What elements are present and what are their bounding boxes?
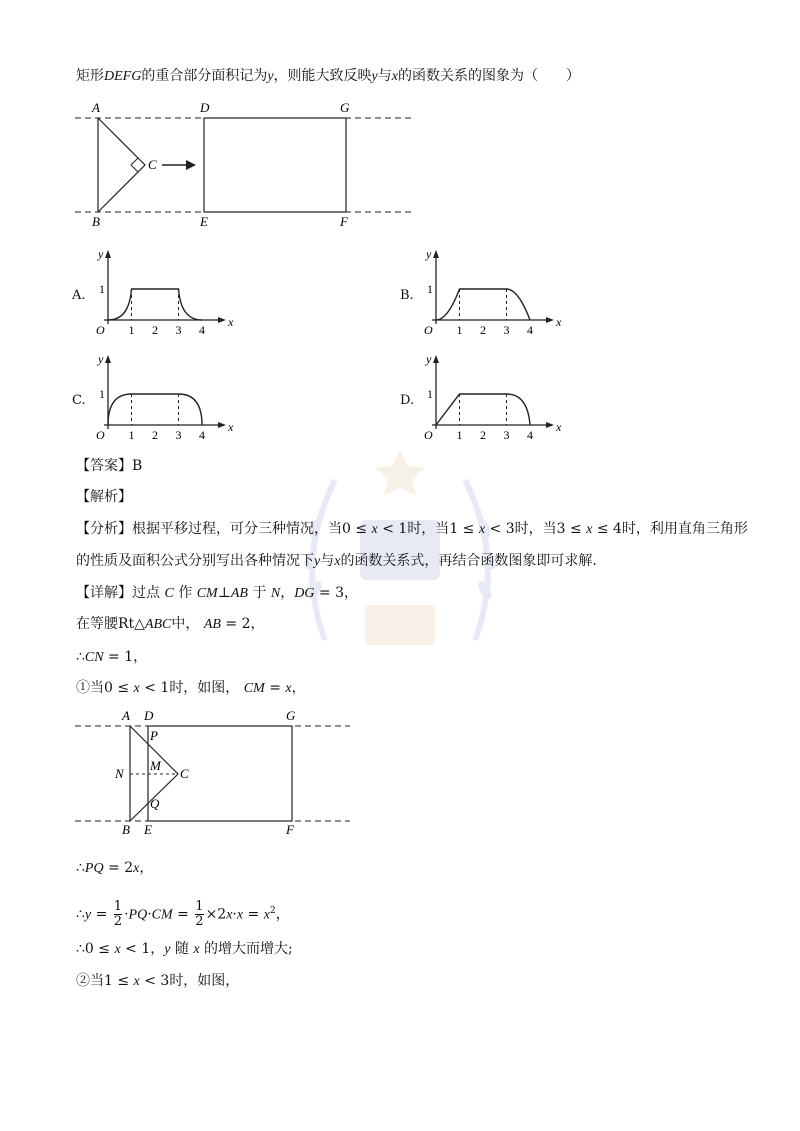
figure-case-1-diagram [70, 708, 360, 840]
option-label-2: C. [72, 393, 86, 408]
option-graph-1 [422, 248, 562, 340]
answer-line: 【答案】B [76, 458, 143, 474]
option-graph-0 [94, 248, 234, 340]
label-n: N [115, 766, 124, 781]
x-tick-3: 3 [175, 323, 182, 337]
x-axis-label: x [556, 420, 562, 434]
x-tick-1: 1 [128, 323, 135, 337]
x-tick-3: 3 [503, 428, 510, 442]
x-tick-2: 2 [152, 323, 158, 337]
step-4: ②当1 ≤ x < 3时，如图， [76, 973, 240, 989]
label-f: F [340, 214, 348, 229]
answer-value: B [132, 458, 143, 474]
x-tick-1: 1 [456, 323, 463, 337]
label-c: C [148, 157, 157, 172]
fenxi-line-1: 【分析】根据平移过程，可分三种情况，当0 ≤ x < 1时，当1 ≤ x < 3时，当3 ≤ x ≤ 4时，利用直角三角形 [76, 521, 748, 537]
y-tick-1: 1 [99, 387, 105, 401]
step-1: ∴PQ = 2x， [76, 860, 154, 876]
y-axis-label: y [98, 353, 104, 366]
label-m: M [150, 758, 161, 773]
origin-label: O [424, 323, 433, 337]
y-tick-1: 1 [99, 282, 105, 296]
label-p: P [150, 728, 158, 743]
detail-line-3: ∴CN = 1， [76, 649, 148, 665]
y-tick-1: 1 [427, 282, 433, 296]
label-q: Q [150, 796, 160, 811]
label-c: C [180, 766, 189, 781]
option-label-0: A. [72, 288, 86, 303]
x-tick-2: 2 [480, 323, 486, 337]
detail-line-4: ①当0 ≤ x < 1时，如图， CM = x， [76, 680, 306, 696]
function-curve [436, 394, 530, 425]
label-b: B [122, 822, 130, 837]
label-f: F [286, 822, 294, 837]
y-axis-label: y [426, 248, 432, 261]
x-tick-4: 4 [199, 428, 205, 442]
y-axis-arrow-icon [105, 355, 111, 363]
label-d: D [144, 708, 154, 723]
detail-line-1: 【详解】过点 C 作 CM⊥AB 于 N，DG = 3， [76, 585, 359, 601]
label-g: G [286, 708, 296, 723]
step-3: ∴0 ≤ x < 1，y 随 x 的增大而增大; [76, 941, 293, 957]
rectangle-defg [204, 118, 346, 212]
option-graph-2 [94, 353, 234, 445]
step-2: ∴y = $\frac{1}{2}$ ·PQ·CM = $\frac{1}{2}$ $\times 2x\cdot x = x^2$， [76, 899, 290, 930]
y-axis-arrow-icon [433, 250, 439, 258]
arrow-head-icon [186, 160, 196, 170]
option-label-1: B. [400, 288, 414, 303]
x-axis-arrow-icon [218, 317, 226, 323]
label-e: E [144, 822, 152, 837]
x-axis-label: x [228, 315, 234, 329]
x-tick-4: 4 [527, 323, 533, 337]
y-axis-arrow-icon [433, 355, 439, 363]
label-b: B [92, 214, 100, 229]
x-tick-2: 2 [152, 428, 158, 442]
origin-label: O [96, 323, 105, 337]
function-curve [108, 289, 202, 320]
x-tick-3: 3 [503, 323, 510, 337]
origin-label: O [424, 428, 433, 442]
y-tick-1: 1 [427, 387, 433, 401]
figure-translation-diagram [70, 98, 420, 230]
x-tick-1: 1 [456, 428, 463, 442]
y-axis-label: y [426, 353, 432, 366]
question-text: 矩形DEFG的重合部分面积记为y，则能大致反映y与x的函数关系的图象为（ ） [76, 68, 580, 84]
origin-label: O [96, 428, 105, 442]
fenxi-line-2: 的性质及面积公式分别写出各种情况下y与x的函数关系式，再结合函数图象即可求解. [76, 553, 597, 569]
x-tick-3: 3 [175, 428, 182, 442]
option-graph-3 [422, 353, 562, 445]
x-axis-arrow-icon [218, 422, 226, 428]
x-axis-label: x [228, 420, 234, 434]
triangle-abc [98, 118, 145, 212]
label-e: E [200, 214, 208, 229]
analysis-heading: 【解析】 [76, 489, 132, 505]
function-curve [436, 289, 530, 320]
x-tick-4: 4 [199, 323, 205, 337]
right-angle-mark [131, 158, 138, 172]
x-axis-arrow-icon [546, 422, 554, 428]
rectangle-defg [148, 726, 292, 821]
label-g: G [340, 100, 350, 115]
x-tick-4: 4 [527, 428, 533, 442]
option-label-3: D. [400, 393, 415, 408]
label-a: A [122, 708, 130, 723]
x-axis-arrow-icon [546, 317, 554, 323]
x-tick-2: 2 [480, 428, 486, 442]
detail-line-2: 在等腰Rt△ABC中， AB = 2， [76, 616, 265, 632]
y-axis-arrow-icon [105, 250, 111, 258]
x-axis-label: x [556, 315, 562, 329]
label-d: D [200, 100, 210, 115]
label-a: A [92, 100, 100, 115]
x-tick-1: 1 [128, 428, 135, 442]
y-axis-label: y [98, 248, 104, 261]
function-curve [108, 394, 202, 425]
